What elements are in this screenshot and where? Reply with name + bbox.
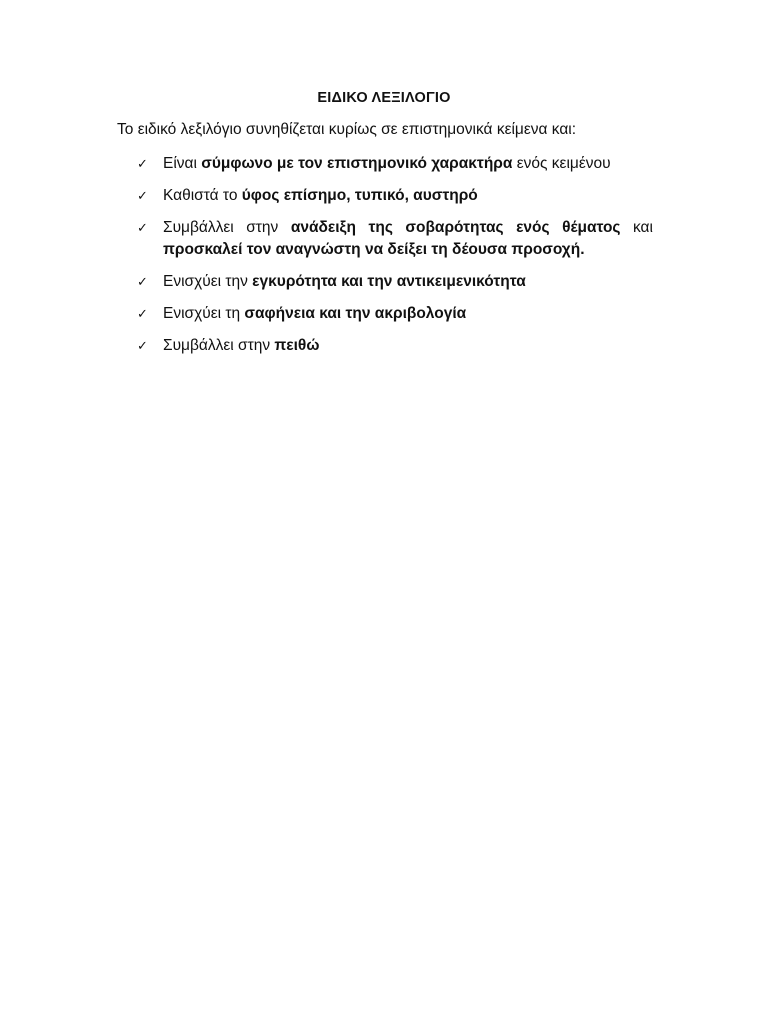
list-item-text: Ενισχύει την εγκυρότητα και την αντικειμενικότητα (163, 273, 526, 290)
list-item-text: Συμβάλλει στην πειθώ (163, 337, 320, 354)
checkmark-icon: ✓ (137, 188, 148, 203)
list-item-text: Συμβάλλει στην ανάδειξη της σοβαρότητας ενός θέματος και προσκαλεί τον αναγνώστη να δείξει τη δέουσα προσοχή. (163, 219, 653, 258)
list-item-text: Ενισχύει τη σαφήνεια και την ακριβολογία (163, 305, 467, 322)
list-item (137, 335, 653, 357)
list-item (137, 271, 653, 293)
list-item (137, 185, 653, 207)
list-item (137, 303, 653, 325)
list-item-text: Καθιστά το ύφος επίσημο, τυπικό, αυστηρό (163, 187, 478, 204)
intro-paragraph: Το ειδικό λεξιλόγιο συνηθίζεται κυρίως σε επιστημονικά κείμενα και: (117, 121, 577, 138)
checkmark-icon: ✓ (137, 274, 148, 289)
checkmark-icon: ✓ (137, 338, 148, 353)
checkmark-icon: ✓ (137, 306, 148, 321)
list-item-text: Είναι σύμφωνο με τον επιστημονικό χαρακτήρα ενός κειμένου (163, 155, 611, 172)
checkmark-icon: ✓ (137, 220, 148, 235)
list-item (137, 153, 653, 175)
page-title: ΕΙΔΙΚΟ ΛΕΞΙΛΟΓΙΟ (317, 90, 451, 106)
checkmark-icon: ✓ (137, 156, 148, 171)
list-item (137, 217, 653, 261)
bullet-list (137, 153, 653, 367)
